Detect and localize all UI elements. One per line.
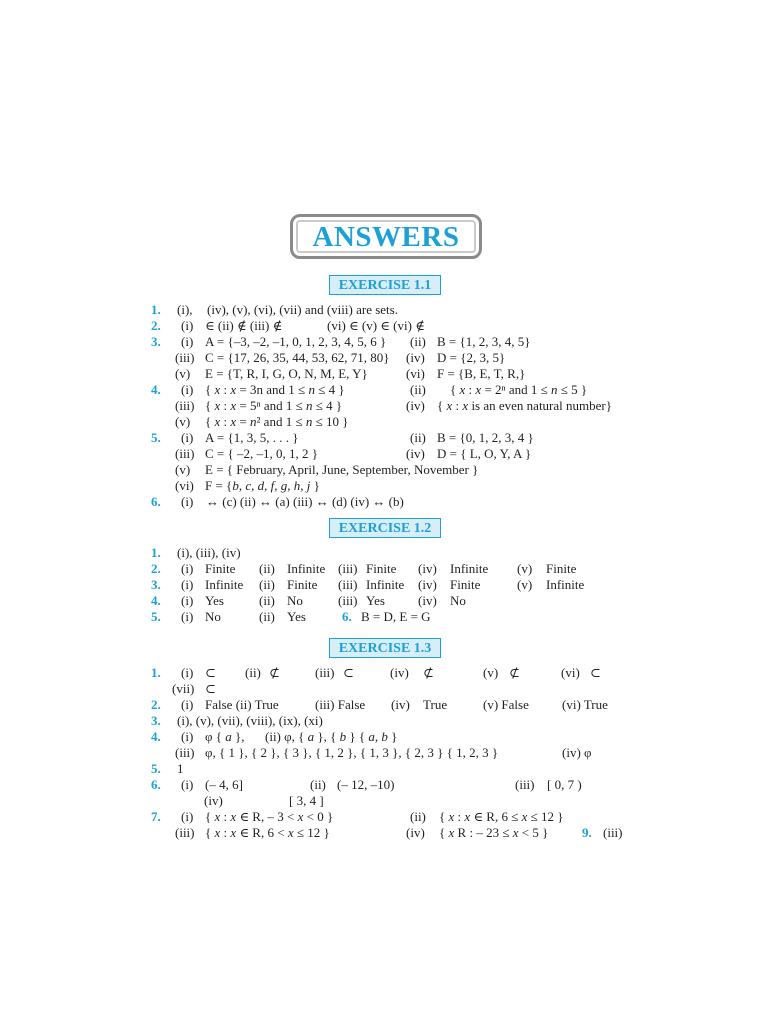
answer-text: (v)	[483, 665, 499, 680]
answer-text: False (ii) True	[205, 697, 279, 712]
answer-text: (iv)	[391, 697, 410, 712]
answer-text: A = {1, 3, 5, . . . }	[205, 430, 299, 445]
question-number: 3.	[151, 334, 161, 349]
answer-text: (– 12, –10)	[337, 777, 395, 792]
answer-text: { x : x ∈ R, 6 < x ≤ 12 }	[205, 825, 330, 840]
answer-text: [ 3, 4 ]	[289, 793, 324, 808]
answer-text: (i)	[181, 430, 194, 445]
answer-text: (i)	[181, 809, 194, 824]
answer-text: Yes	[366, 593, 385, 608]
answer-text: (iv)	[406, 825, 425, 840]
question-number: 2.	[151, 561, 161, 576]
answer-text: (ii) φ, { a }, { b } { a, b }	[265, 729, 398, 744]
answer-text: ⊂	[205, 681, 216, 696]
answer-text: (ii)	[410, 430, 426, 445]
answer-text: Finite	[450, 577, 481, 592]
answer-text: (iii)	[175, 446, 195, 461]
answer-text: (ii)	[245, 665, 261, 680]
answer-text: Finite	[546, 561, 577, 576]
answer-text: (iii)	[315, 665, 335, 680]
answer-text: (iii) False	[315, 697, 366, 712]
answer-text: (ii)	[259, 593, 275, 608]
answer-text: Infinite	[287, 561, 326, 576]
answer-text: Yes	[287, 609, 306, 624]
answer-text: (– 4, 6]	[205, 777, 243, 792]
answer-text: (iii)	[515, 777, 535, 792]
question-number: 2.	[151, 318, 161, 333]
answer-text: (vii)	[172, 681, 195, 696]
answer-text: (iv)	[406, 398, 425, 413]
answer-text: No	[287, 593, 303, 608]
answer-text: No	[450, 593, 466, 608]
answer-text: (i)	[181, 561, 194, 576]
answer-text: ⊄	[269, 665, 280, 680]
answer-text: (ii)	[259, 577, 275, 592]
answer-text: 1	[177, 761, 184, 776]
answer-text: { x : x = 5ⁿ and 1 ≤ n ≤ 4 }	[205, 398, 343, 413]
answer-text: (iv)	[418, 577, 437, 592]
answer-text: (vi) True	[562, 697, 608, 712]
page-title: ANSWERS	[290, 214, 482, 259]
answer-text: (iii)	[338, 561, 358, 576]
answer-text: (vi)	[175, 478, 194, 493]
answer-text: (ii)	[410, 382, 426, 397]
answer-text: F = {B, E, T, R,}	[437, 366, 526, 381]
answer-text: E = { February, April, June, September, November }	[205, 462, 479, 477]
answer-text: Finite	[205, 561, 236, 576]
answer-text: (iv)	[390, 665, 409, 680]
answer-text: { x : x ∈ R, 6 ≤ x ≤ 12 }	[439, 809, 564, 824]
answer-text: { x : x = n² and 1 ≤ n ≤ 10 }	[205, 414, 349, 429]
answer-text: (i)	[181, 334, 194, 349]
answer-text: (i)	[181, 593, 194, 608]
answer-text: ↔ (c) (ii) ↔ (a) (iii) ↔ (d) (iv) ↔ (b)	[206, 494, 404, 509]
question-number: 2.	[151, 697, 161, 712]
answer-text: (i),	[177, 302, 193, 317]
answer-text: (i)	[181, 665, 194, 680]
answer-text: Infinite	[205, 577, 244, 592]
answer-text: Infinite	[546, 577, 585, 592]
answer-text: (i), (iii), (iv)	[177, 545, 241, 560]
answer-text: { x : x = 3n and 1 ≤ n ≤ 4 }	[205, 382, 345, 397]
answer-text: (iii)	[175, 825, 195, 840]
answer-text: [ 0, 7 )	[547, 777, 582, 792]
answer-text: (i)	[181, 382, 194, 397]
question-number: 9.	[582, 825, 592, 840]
answer-text: Infinite	[450, 561, 489, 576]
answer-text: (iii)	[338, 577, 358, 592]
answer-text: (i)	[181, 609, 194, 624]
answer-text: (vi) ∈ (v) ∈ (vi) ∉	[327, 318, 425, 333]
answer-text: ⊄	[423, 665, 434, 680]
question-number: 5.	[151, 430, 161, 445]
question-number: 4.	[151, 729, 161, 744]
exercise-heading: EXERCISE 1.3	[329, 638, 441, 658]
answer-text: (iv)	[204, 793, 223, 808]
answer-text: E = {T, R, I, G, O, N, M, E, Y}	[205, 366, 368, 381]
answer-text: Yes	[205, 593, 224, 608]
answer-text: (v)	[517, 561, 533, 576]
answer-text: No	[205, 609, 221, 624]
exercise-heading: EXERCISE 1.2	[329, 518, 441, 538]
answer-text: { x : x ∈ R, – 3 < x < 0 }	[205, 809, 334, 824]
answer-text: (ii)	[259, 609, 275, 624]
answer-text: (iv) φ	[562, 745, 592, 760]
answer-text: ⊂	[343, 665, 354, 680]
answer-text: D = {2, 3, 5}	[437, 350, 506, 365]
answer-text: (vi)	[406, 366, 425, 381]
answer-text: (v)	[175, 462, 191, 477]
answer-text: (ii)	[259, 561, 275, 576]
answer-text: (v)	[175, 366, 191, 381]
question-number: 4.	[151, 593, 161, 608]
answer-text: (i)	[181, 729, 194, 744]
answer-text: ∈ (ii) ∉ (iii) ∉	[205, 318, 283, 333]
answer-text: φ, { 1 }, { 2 }, { 3 }, { 1, 2 }, { 1, 3 }, { 2, 3 } { 1, 2, 3 }	[205, 745, 499, 760]
answer-text: (v)	[175, 414, 191, 429]
question-number: 6.	[342, 609, 352, 624]
answer-text: (ii)	[310, 777, 326, 792]
answer-text: (i), (v), (vii), (viii), (ix), (xi)	[177, 713, 323, 728]
answer-text: (v)	[517, 577, 533, 592]
answer-text: (i)	[181, 577, 194, 592]
answer-text: (iv)	[418, 561, 437, 576]
question-number: 6.	[151, 777, 161, 792]
answer-text: φ { a },	[205, 729, 245, 744]
question-number: 4.	[151, 382, 161, 397]
answer-text: ⊂	[590, 665, 601, 680]
answer-text: (iii)	[175, 398, 195, 413]
answer-text: (v) False	[483, 697, 529, 712]
answer-text: (iii)	[175, 745, 195, 760]
question-number: 5.	[151, 761, 161, 776]
answer-text: B = {0, 1, 2, 3, 4 }	[437, 430, 534, 445]
answer-text: (iii)	[603, 825, 623, 840]
answer-text: { x : x is an even natural number}	[437, 398, 612, 413]
answer-text: (ii)	[410, 334, 426, 349]
answer-text: (iii)	[338, 593, 358, 608]
question-number: 3.	[151, 577, 161, 592]
question-number: 1.	[151, 665, 161, 680]
answer-text: Finite	[287, 577, 318, 592]
answer-text: (i)	[181, 697, 194, 712]
answer-text: B = {1, 2, 3, 4, 5}	[437, 334, 531, 349]
answer-text: (vi)	[561, 665, 580, 680]
question-number: 1.	[151, 545, 161, 560]
answer-text: True	[423, 697, 448, 712]
answer-text: { x : x = 2ⁿ and 1 ≤ n ≤ 5 }	[450, 382, 588, 397]
answer-text: ⊄	[509, 665, 520, 680]
question-number: 6.	[151, 494, 161, 509]
answer-text: (iv)	[418, 593, 437, 608]
answer-text: D = { L, O, Y, A }	[437, 446, 532, 461]
answer-text: A = {–3, –2, –1, 0, 1, 2, 3, 4, 5, 6 }	[205, 334, 387, 349]
answer-text: (i)	[181, 777, 194, 792]
answer-text: (ii)	[410, 809, 426, 824]
answer-text: Infinite	[366, 577, 405, 592]
answer-text: F = {b, c, d, f, g, h, j }	[205, 478, 320, 493]
answer-text: (iv), (v), (vi), (vii) and (viii) are sets.	[207, 302, 398, 317]
answer-text: { x R : – 23 ≤ x < 5 }	[439, 825, 549, 840]
answer-text: Finite	[366, 561, 397, 576]
question-number: 3.	[151, 713, 161, 728]
exercise-heading: EXERCISE 1.1	[329, 275, 441, 295]
answer-text: (iii)	[175, 350, 195, 365]
answer-text: B = D, E = G	[361, 609, 431, 624]
answer-text: (iv)	[406, 350, 425, 365]
question-number: 1.	[151, 302, 161, 317]
question-number: 7.	[151, 809, 161, 824]
answer-text: (i)	[181, 494, 194, 509]
answer-text: C = {17, 26, 35, 44, 53, 62, 71, 80}	[205, 350, 390, 365]
answer-text: (iv)	[406, 446, 425, 461]
answer-text: C = { –2, –1, 0, 1, 2 }	[205, 446, 318, 461]
question-number: 5.	[151, 609, 161, 624]
answer-text: (i)	[181, 318, 194, 333]
answer-text: ⊂	[205, 665, 216, 680]
